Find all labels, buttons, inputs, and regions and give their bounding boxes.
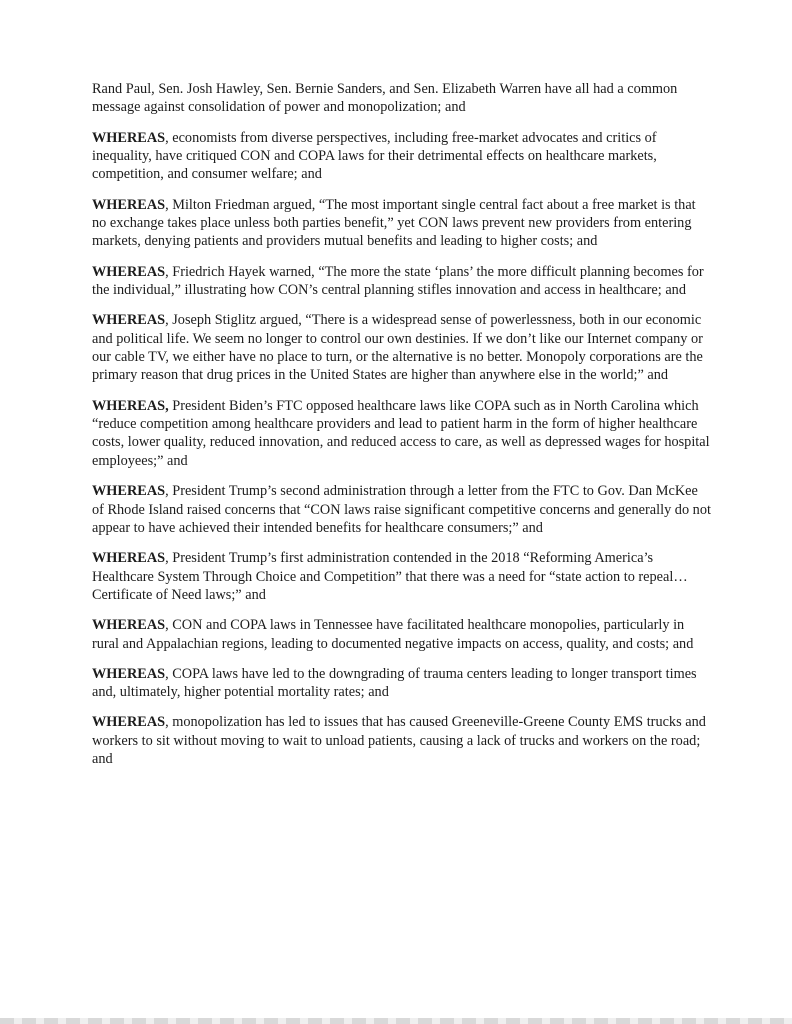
scan-bottom-edge [0,1018,792,1024]
whereas-keyword: WHEREAS [92,196,166,213]
whereas-clause-hayek [92,263,712,300]
whereas-keyword: WHEREAS [92,550,166,567]
whereas-clause-trump-first [92,549,712,604]
opening-paragraph: Rand Paul, Sen. Josh Hawley, Sen. Bernie Sanders, and Sen. Elizabeth Warren have all had a common message against consolidation of power and monopolization; and [92,81,678,116]
clause-text: , Milton Friedman argued, “The most important single central fact about a free market is that no exchange takes place unless both parties benefit,” yet CON laws prevent new providers from entering markets, denying patients and providers mutual benefits and leading to higher costs; and [92,196,696,250]
clause-text: President Biden’s FTC opposed healthcare laws like COPA such as in North Carolina which “reduce competition among healthcare providers and lead to patient harm in the form of higher healthcare costs, lower quality, reduced innovation, and reduced access to care, as well as depressed wages for hospital employees;” and [92,397,710,469]
whereas-clause-biden-ftc [92,397,712,471]
clause-text: , CON and COPA laws in Tennessee have facilitated healthcare monopolies, particularly in rural and Appalachian regions, leading to documented negative impacts on access, quality, and costs; and [92,617,694,652]
whereas-keyword: WHEREAS [92,129,166,146]
whereas-clause-economists [92,129,712,184]
whereas-keyword: WHEREAS, [92,397,169,414]
whereas-clause-ems [92,713,712,768]
clause-text: , COPA laws have led to the downgrading of trauma centers leading to longer transport times and, ultimately, higher potential mortality rates; and [92,665,697,701]
clause-text: , economists from diverse perspectives, including free-market advocates and critics of inequality, have critiqued CON and COPA laws for their detrimental effects on healthcare markets, competition, and consumer welfare; and [92,129,657,183]
whereas-clause-trump-second [92,482,712,537]
clause-text: , President Trump’s second administration through a letter from the FTC to Gov. Dan McKee of Rhode Island raised concerns that “CON laws raise significant competitive concerns and generally do not appear to have achieved their intended benefits for healthcare consumers;” and [92,483,711,536]
whereas-keyword: WHEREAS [92,617,166,634]
clause-text: , Joseph Stiglitz argued, “There is a widespread sense of powerlessness, both in our economic and political life. We seem no longer to control our own destinies. If we don’t like our Internet company or our cable TV, we either have no place to turn, or the alternative is no better. Monopoly corporations are the primary reason that drug prices in the United States are higher than anywhere else in the world;” and [92,312,703,384]
whereas-clause-tennessee [92,616,712,653]
whereas-clause-trauma-centers [92,665,712,702]
whereas-keyword: WHEREAS [92,263,166,280]
whereas-clause-stiglitz [92,311,712,385]
document-page [92,80,712,780]
clause-text: , President Trump’s first administration contended in the 2018 “Reforming America’s Healthcare System Through Choice and Competition” that there was a need for “state action to repeal… Certificate of Need laws;” and [92,550,688,603]
clause-text: , Friedrich Hayek warned, “The more the state ‘plans’ the more difficult planning becomes for the individual,” illustrating how CON’s central planning stifles innovation and access in healthcare; and [92,263,704,299]
whereas-clause-friedman [92,196,712,251]
whereas-keyword: WHEREAS [92,665,166,682]
whereas-keyword: WHEREAS [92,483,166,500]
whereas-keyword: WHEREAS [92,312,166,329]
whereas-keyword: WHEREAS [92,714,166,731]
clause-text: , monopolization has led to issues that has caused Greeneville-Greene County EMS trucks and workers to sit without moving to wait to unload patients, causing a lack of trucks and workers on the road; and [92,714,706,768]
